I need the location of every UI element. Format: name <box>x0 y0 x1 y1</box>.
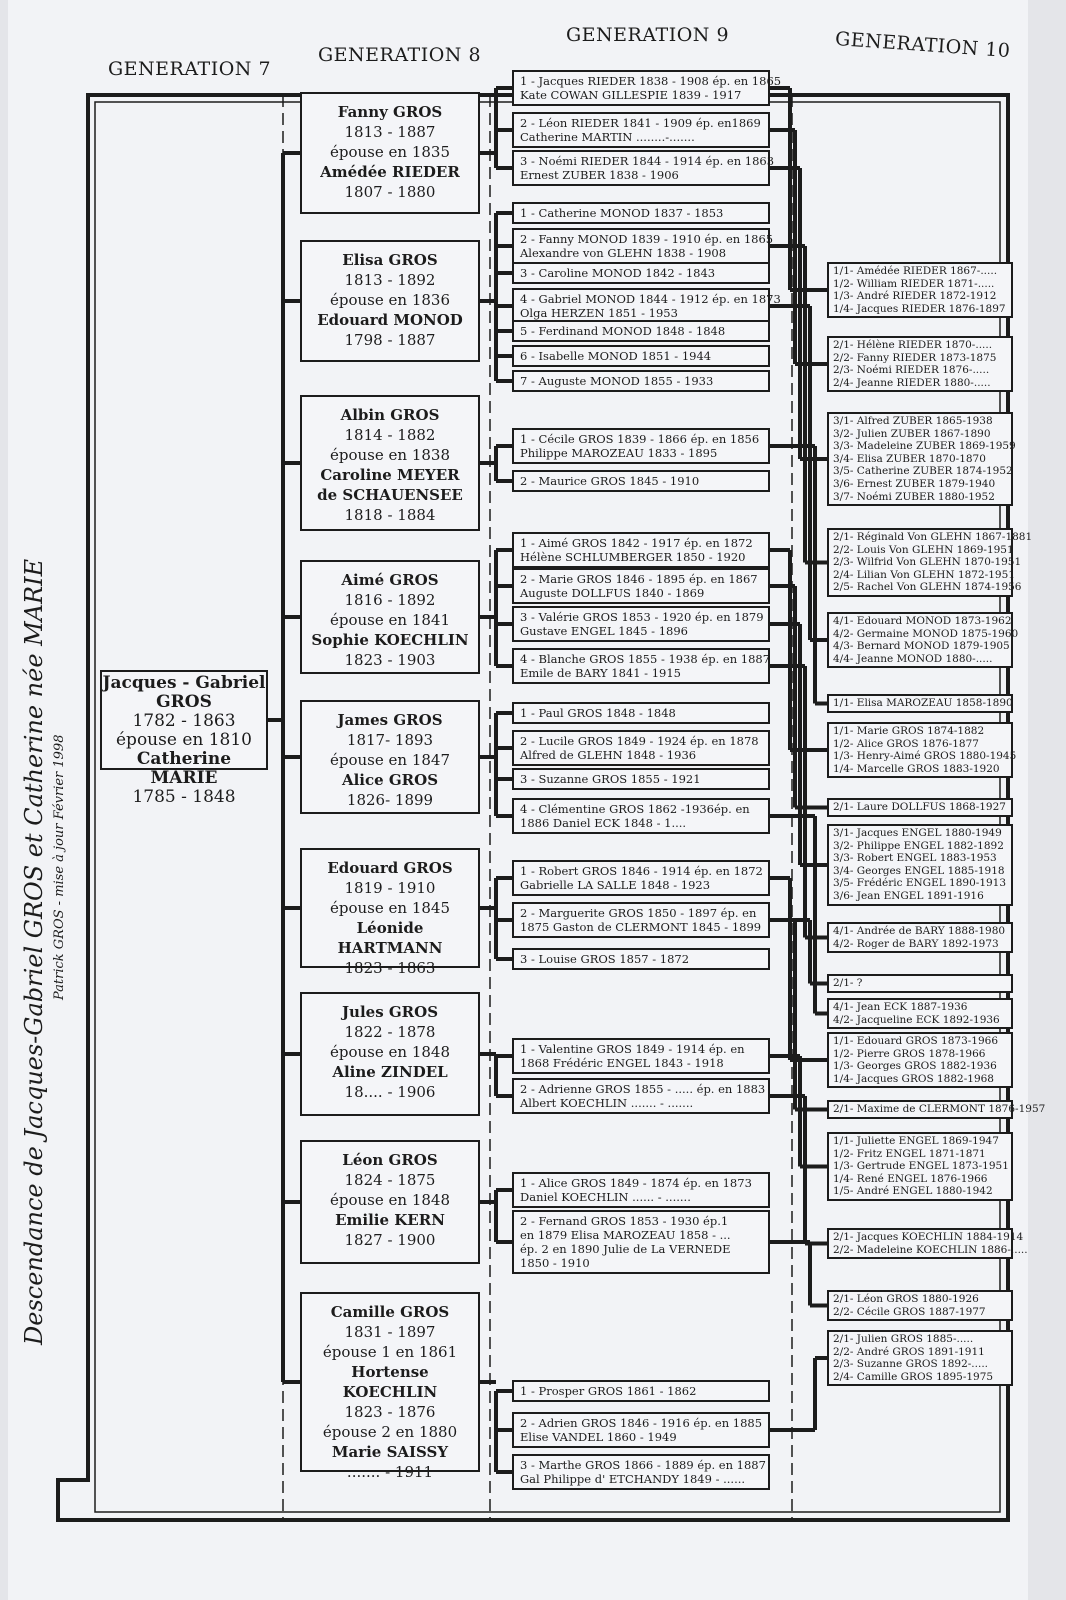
generation-8-couple-box-line: 1817- 1893 <box>346 731 434 749</box>
generation-10-family-box-line: 1/1- Juliette ENGEL 1869-1947 <box>833 1135 999 1147</box>
generation-8-couple-box-line: Aline ZINDEL <box>332 1063 448 1081</box>
generation-9-child-box-line: Philippe MAROZEAU 1833 - 1895 <box>520 446 718 460</box>
generation-9-child-box-line: 1 - Alice GROS 1849 - 1874 ép. en 1873 <box>520 1176 752 1190</box>
generation-8-couple-box-line: 1807 - 1880 <box>344 183 436 201</box>
generation-8-couple-box-line: épouse en 1845 <box>330 899 450 917</box>
generation-9-child-box-line: 6 - Isabelle MONOD 1851 - 1944 <box>520 349 712 363</box>
generation-10-family-box-line: 3/3- Robert ENGEL 1883-1953 <box>833 852 997 865</box>
generation-10-family-box <box>827 262 1013 318</box>
generation-10-family-box-line: 3/1- Alfred ZUBER 1865-1938 <box>833 415 993 427</box>
generation-10-family-box-line: 3/2- Philippe ENGEL 1882-1892 <box>833 839 1004 852</box>
generation-8-couple-box-line: 1818 - 1884 <box>344 506 436 524</box>
generation-9-child-box <box>512 1172 770 1208</box>
generation-9-child-box-line: 2 - Marie GROS 1846 - 1895 ép. en 1867 <box>520 572 758 586</box>
generation-9-child-box <box>512 568 770 604</box>
generation-10-family-box <box>827 974 1013 993</box>
generation-10-family-box-line: 2/2- Fanny RIEDER 1873-1875 <box>833 351 997 364</box>
generation-8-couple-box-line: ....... - 1911 <box>346 1463 434 1481</box>
generation-10-family-box-line: 2/1- Léon GROS 1880-1926 <box>833 1293 979 1305</box>
generation-9-child-box-line: Alexandre von GLEHN 1838 - 1908 <box>520 246 727 260</box>
generation-10-family-box-line: 4/2- Germaine MONOD 1875-1960 <box>833 627 1019 640</box>
generation-8-couple-box-line: épouse en 1835 <box>330 143 450 161</box>
generation-10-family-box-line: 2/3- Noémi RIEDER 1876-..... <box>833 364 990 377</box>
generation-10-family-box-line: 3/5- Frédéric ENGEL 1890-1913 <box>833 877 1007 890</box>
generation-9-child-box-line: 2 - Fernand GROS 1853 - 1930 ép.1 <box>520 1214 729 1228</box>
generation-10-family-box-line: 2/4- Camille GROS 1895-1975 <box>833 1370 994 1383</box>
generation-9-child-box <box>512 860 770 896</box>
generation-10-family-box-line: 1/2- William RIEDER 1871-..... <box>833 277 995 290</box>
generation-10-family-box-line: 3/7- Noémi ZUBER 1880-1952 <box>833 490 995 503</box>
generation-10-family-box-line: 1/1- Edouard GROS 1873-1966 <box>833 1035 999 1047</box>
generation-8-couple-box-line: 1798 - 1887 <box>344 331 436 349</box>
generation-9-child-box-line: Elise VANDEL 1860 - 1949 <box>520 1430 677 1444</box>
generation-8-couple-box-line: Sophie KOECHLIN <box>311 631 469 649</box>
generation-8-couple-box-line: épouse 1 en 1861 <box>322 1343 458 1361</box>
generation-8-couple-box-line: Aimé GROS <box>341 571 439 589</box>
generation-8-couple-box-line: James GROS <box>337 711 443 729</box>
generation-8-couple-box-line: épouse 2 en 1880 <box>322 1423 458 1441</box>
page-title: Descendance de Jacques-Gabriel GROS et Catherine née MARIE <box>20 558 48 1345</box>
generation-9-child-box-line: ép. 2 en 1890 Julie de La VERNEDE <box>520 1242 731 1256</box>
generation-9-child-box-line: Gal Philippe d' ETCHANDY 1849 - ...... <box>520 1472 746 1486</box>
generation-8-couple-box-line: 1823 - 1863 <box>344 959 436 977</box>
generation-8-couple-box-line: Alice GROS <box>341 771 439 789</box>
generation-10-family-box-line: 1/1- Marie GROS 1874-1882 <box>833 725 985 737</box>
generation-9-child-box <box>512 228 774 264</box>
generation-10-family-box-line: 1/4- Jacques GROS 1882-1968 <box>833 1072 994 1085</box>
generation-10-family-box-line: 1/5- André ENGEL 1880-1942 <box>833 1185 993 1198</box>
generation-8-couple-box-line: 1819 - 1910 <box>344 879 436 897</box>
generation-8-couple-box <box>300 700 480 814</box>
generation-9-child-box-line: Gustave ENGEL 1845 - 1896 <box>520 624 688 638</box>
generation-9-child-box <box>512 320 770 342</box>
generation-9-child-box-line: 1 - Valentine GROS 1849 - 1914 ép. en <box>520 1042 745 1056</box>
generation-9-child-box-line: Kate COWAN GILLESPIE 1839 - 1917 <box>520 88 742 102</box>
generation-8-couple-box-line: 1827 - 1900 <box>344 1231 436 1249</box>
generation-10-family-box-line: 2/4- Jeanne RIEDER 1880-..... <box>833 376 991 389</box>
author-note: Patrick GROS - mise à jour Février 1998 <box>52 734 67 1000</box>
generation-9-child-box <box>512 1078 770 1114</box>
generation-10-header: GENERATION 10 <box>834 27 1012 63</box>
generation-9-child-box <box>512 428 770 464</box>
generation-8-couple-box-line: épouse en 1847 <box>330 751 450 769</box>
generation-9-child-box-line: Olga HERZEN 1851 - 1953 <box>520 306 678 320</box>
root-ancestor-line: 1785 - 1848 <box>132 787 236 807</box>
generation-10-family-box <box>827 998 1013 1029</box>
generation-10-family-box-line: 1/1- Elisa MAROZEAU 1858-1890 <box>833 697 1013 709</box>
generation-10-family-box <box>827 798 1013 817</box>
root-ancestor-line: GROS <box>156 692 212 712</box>
generation-10-family-box-line: 2/3- Wilfrid Von GLEHN 1870-1951 <box>833 556 1022 569</box>
generation-9-child-box-line: 3 - Caroline MONOD 1842 - 1843 <box>520 266 716 280</box>
generation-9-child-box-line: 1875 Gaston de CLERMONT 1845 - 1899 <box>520 920 762 934</box>
generation-9-child-box-line: 3 - Valérie GROS 1853 - 1920 ép. en 1879 <box>520 610 764 624</box>
generation-10-family-box-line: 2/2- Madeleine KOECHLIN 1886-..... <box>833 1243 1028 1256</box>
generation-10-family-box-line: 1/1- Amédée RIEDER 1867-..... <box>833 265 998 277</box>
generation-9-child-box <box>512 948 770 970</box>
generation-10-family-box-line: 4/1- Edouard MONOD 1873-1962 <box>833 615 1012 627</box>
generation-10-family-box-line: 1/3- Georges GROS 1882-1936 <box>833 1060 997 1073</box>
generation-10-family-box-line: 4/1- Andrée de BARY 1888-1980 <box>833 925 1006 937</box>
generation-9-child-box <box>512 202 770 224</box>
generation-10-family-box-line: 4/4- Jeanne MONOD 1880-..... <box>833 652 993 665</box>
generation-8-couple-box-line: Léonide HARTMANN <box>337 919 443 957</box>
generation-9-child-box-line: 3 - Louise GROS 1857 - 1872 <box>520 952 690 966</box>
generation-9-child-box-line: Auguste DOLLFUS 1840 - 1869 <box>520 586 705 600</box>
generation-9-child-box-line: 5 - Ferdinand MONOD 1848 - 1848 <box>520 324 726 338</box>
generation-10-family-box-line: 4/1- Jean ECK 1887-1936 <box>833 1001 968 1013</box>
generation-10-family-box <box>827 1132 1013 1201</box>
generation-9-child-box <box>512 702 770 724</box>
generation-8-couple-box-line: 1813 - 1887 <box>344 123 436 141</box>
generation-9-child-box <box>512 730 770 766</box>
generation-8-couple-box-line: épouse en 1848 <box>330 1191 450 1209</box>
generation-8-header: GENERATION 8 <box>318 44 482 66</box>
generation-8-couple-box <box>300 92 480 214</box>
generation-9-child-box-line: 2 - Lucile GROS 1849 - 1924 ép. en 1878 <box>520 734 759 748</box>
generation-9-child-box <box>512 150 775 186</box>
generation-10-family-box <box>827 722 1017 778</box>
generation-9-child-box-line: 2 - Marguerite GROS 1850 - 1897 ép. en <box>520 906 757 920</box>
generation-8-couple-box-line: 1814 - 1882 <box>344 426 436 444</box>
generation-10-family-box-line: 1/2- Fritz ENGEL 1871-1871 <box>833 1147 986 1160</box>
generation-10-family-box-line: 2/5- Rachel Von GLEHN 1874-1956 <box>833 581 1022 594</box>
generation-9-child-box <box>512 768 770 790</box>
generation-8-couple-box-line: Fanny GROS <box>337 103 443 121</box>
generation-10-family-box-line: 2/1- ? <box>833 977 863 989</box>
generation-9-child-box <box>512 288 781 324</box>
generation-8-couple-box-line: 1816 - 1892 <box>344 591 436 609</box>
generation-9-child-box <box>512 606 770 642</box>
generation-10-family-box-line: 2/1- Réginald Von GLEHN 1867-1881 <box>833 531 1033 543</box>
generation-9-child-box-line: 2 - Adrienne GROS 1855 - ..... ép. en 1883 <box>520 1082 766 1096</box>
generation-10-family-box <box>827 528 1033 597</box>
generation-9-child-box-line: 1 - Jacques RIEDER 1838 - 1908 ép. en 1865 <box>520 74 782 88</box>
generation-9-child-box-line: 1 - Aimé GROS 1842 - 1917 ép. en 1872 <box>520 536 753 550</box>
generation-8-couple-box-line: Amédée RIEDER <box>320 163 460 181</box>
generation-8-couple-box-line: Hortense KOECHLIN <box>342 1363 438 1401</box>
generation-9-child-box-line: 3 - Marthe GROS 1866 - 1889 ép. en 1887 <box>520 1458 766 1472</box>
generation-9-child-box-line: 3 - Noémi RIEDER 1844 - 1914 ép. en 1863 <box>520 154 775 168</box>
generation-10-family-box-line: 4/2- Jacqueline ECK 1892-1936 <box>833 1013 1000 1026</box>
generation-9-child-box <box>512 112 770 148</box>
generation-9-child-box-line: 3 - Suzanne GROS 1855 - 1921 <box>520 772 701 786</box>
generation-10-family-box-line: 2/1- Hélène RIEDER 1870-..... <box>833 339 993 351</box>
root-ancestor-line: Catherine MARIE <box>136 749 232 788</box>
generation-10-family-box <box>827 1290 1013 1321</box>
generation-8-couple-box-line: épouse en 1848 <box>330 1043 450 1061</box>
generation-8-couple-box-line: Léon GROS <box>342 1151 438 1169</box>
generation-9-child-box-line: 1 - Cécile GROS 1839 - 1866 ép. en 1856 <box>520 432 760 446</box>
generation-10-family-box <box>827 412 1016 506</box>
generation-9-child-box <box>512 1412 770 1448</box>
generation-10-family-box-line: 3/1- Jacques ENGEL 1880-1949 <box>833 827 1002 839</box>
generation-10-family-box <box>827 922 1013 953</box>
root-ancestor-line: 1782 - 1863 <box>132 711 236 731</box>
generation-8-couple-box-line: Camille GROS <box>330 1303 450 1321</box>
root-ancestor-line: Jacques - Gabriel <box>102 673 266 693</box>
generation-8-couple-box-line: Albin GROS <box>340 406 440 424</box>
generation-10-family-box-line: 1/2- Pierre GROS 1878-1966 <box>833 1047 986 1060</box>
generation-9-child-box-line: 1850 - 1910 <box>520 1256 590 1270</box>
generation-9-child-box-line: 4 - Clémentine GROS 1862 -1936ép. en <box>520 802 750 816</box>
generation-9-child-box-line: 1886 Daniel ECK 1848 - 1.... <box>520 816 687 830</box>
generation-8-couple-box-line: Caroline MEYER <box>320 466 460 484</box>
generation-8-couple-box-line: Edouard GROS <box>327 859 453 877</box>
generation-8-couple-box-line: épouse en 1838 <box>330 446 450 464</box>
generation-10-family-box-line: 3/4- Elisa ZUBER 1870-1870 <box>833 452 986 465</box>
generation-8-couple-box <box>300 992 480 1116</box>
generation-9-child-box-line: 1 - Paul GROS 1848 - 1848 <box>520 706 676 720</box>
generation-8-couple-box <box>300 560 480 674</box>
generation-8-couple-box <box>300 240 480 362</box>
generation-10-family-box-line: 3/6- Jean ENGEL 1891-1916 <box>833 889 984 902</box>
generation-9-child-box <box>512 1454 770 1490</box>
generation-8-couple-box-line: 1813 - 1892 <box>344 271 436 289</box>
generation-8-couple-box-line: Edouard MONOD <box>317 311 463 329</box>
generation-9-child-box <box>512 370 770 392</box>
generation-9-child-box-line: Albert KOECHLIN ....... - ....... <box>520 1096 694 1110</box>
generation-8-couple-box <box>300 1140 480 1264</box>
generation-8-couple-box <box>300 1292 480 1481</box>
generation-9-child-box <box>512 470 770 492</box>
generation-8-couple-box-line: épouse en 1841 <box>330 611 450 629</box>
generation-10-family-box <box>827 1228 1028 1259</box>
generation-9-child-box <box>512 798 770 834</box>
root-ancestor-box <box>100 670 268 807</box>
generation-9-child-box <box>512 345 770 367</box>
generation-10-family-box-line: 2/4- Lilian Von GLEHN 1872-1951 <box>833 568 1015 581</box>
generation-10-family-box-line: 1/3- André RIEDER 1872-1912 <box>833 290 997 303</box>
generation-10-family-box <box>827 1032 1013 1088</box>
generation-9-child-box-line: Alfred de GLEHN 1848 - 1936 <box>520 748 697 762</box>
generation-9-child-box <box>512 70 782 106</box>
generation-9-child-box-line: Daniel KOECHLIN ...... - ....... <box>520 1190 691 1204</box>
generation-8-couple-box-line: 1823 - 1876 <box>344 1403 436 1421</box>
generation-8-couple-box <box>300 395 480 531</box>
generation-9-child-box-line: 2 - Fanny MONOD 1839 - 1910 ép. en 1865 <box>520 232 774 246</box>
generation-7-header: GENERATION 7 <box>108 58 272 80</box>
generation-10-family-box <box>827 336 1013 392</box>
generation-9-child-box <box>512 648 770 684</box>
generation-10-family-box-line: 4/2- Roger de BARY 1892-1973 <box>833 937 999 950</box>
generation-10-family-box-line: 2/3- Suzanne GROS 1892-..... <box>833 1358 988 1371</box>
generation-9-child-box <box>512 532 770 568</box>
generation-8-couple-box-line: 1826- 1899 <box>346 791 434 809</box>
generation-9-child-box-line: en 1879 Elisa MAROZEAU 1858 - ... <box>520 1228 731 1242</box>
generation-10-family-box-line: 3/6- Ernest ZUBER 1879-1940 <box>833 477 996 490</box>
generation-10-family-box-line: 2/2- André GROS 1891-1911 <box>833 1345 985 1358</box>
generation-9-child-box-line: 4 - Gabriel MONOD 1844 - 1912 ép. en 1873 <box>520 292 781 306</box>
generation-10-family-box-line: 2/2- Louis Von GLEHN 1869-1951 <box>833 543 1014 556</box>
generation-10-family-box-line: 1/4- Marcelle GROS 1883-1920 <box>833 762 1000 775</box>
generation-9-child-box-line: Hélène SCHLUMBERGER 1850 - 1920 <box>520 550 746 564</box>
generation-10-family-box-line: 1/2- Alice GROS 1876-1877 <box>833 737 979 750</box>
generation-10-family-box-line: 2/2- Cécile GROS 1887-1977 <box>833 1305 986 1318</box>
generation-8-couple-box-line: Emilie KERN <box>335 1211 445 1229</box>
generation-9-child-box-line: Gabrielle LA SALLE 1848 - 1923 <box>520 878 711 892</box>
generation-8-couple-box-line: épouse en 1836 <box>330 291 450 309</box>
generation-10-family-box <box>827 1330 1013 1386</box>
generation-10-family-box-line: 2/1- Laure DOLLFUS 1868-1927 <box>833 801 1006 813</box>
generation-8-couple-box-line: 1831 - 1897 <box>344 1323 436 1341</box>
generation-10-family-box <box>827 694 1013 713</box>
generation-9-child-box-line: Catherine MARTIN ........-....... <box>520 130 695 144</box>
generation-10-family-box-line: 3/3- Madeleine ZUBER 1869-1959 <box>833 440 1016 453</box>
generation-9-child-box-line: Ernest ZUBER 1838 - 1906 <box>520 168 679 182</box>
generation-10-family-box-line: 2/1- Jacques KOECHLIN 1884-1914 <box>833 1231 1024 1243</box>
generation-10-family-box-line: 3/2- Julien ZUBER 1867-1890 <box>833 427 991 440</box>
generation-9-child-box <box>512 1210 770 1274</box>
generation-9-child-box-line: 7 - Auguste MONOD 1855 - 1933 <box>520 374 714 388</box>
generation-10-family-box-line: 1/4- Jacques RIEDER 1876-1897 <box>833 302 1006 315</box>
generation-10-family-box <box>827 1100 1046 1119</box>
generation-9-child-box-line: 1 - Prosper GROS 1861 - 1862 <box>520 1384 697 1398</box>
generation-10-family-box-line: 4/3- Bernard MONOD 1879-1905 <box>833 640 1010 653</box>
generation-10-family-box-line: 3/4- Georges ENGEL 1885-1918 <box>833 864 1005 877</box>
generation-8-couple-box-line: 1822 - 1878 <box>344 1023 436 1041</box>
generation-8-couple-box-line: de SCHAUENSEE <box>317 486 463 504</box>
generation-9-child-box-line: 1 - Catherine MONOD 1837 - 1853 <box>520 206 724 220</box>
generation-9-child-box-line: 2 - Maurice GROS 1845 - 1910 <box>520 474 700 488</box>
generation-8-couple-box-line: 1824 - 1875 <box>344 1171 436 1189</box>
generation-9-child-box <box>512 1038 770 1074</box>
generation-10-family-box-line: 1/3- Henry-Aimé GROS 1880-1945 <box>833 750 1017 763</box>
generation-10-family-box <box>827 612 1019 668</box>
generation-8-couple-box-line: Marie SAISSY <box>331 1443 449 1461</box>
generation-9-child-box <box>512 1380 770 1402</box>
generation-9-header: GENERATION 9 <box>566 24 730 46</box>
generation-9-child-box-line: 2 - Léon RIEDER 1841 - 1909 ép. en1869 <box>520 116 761 130</box>
generation-10-family-box <box>827 824 1013 906</box>
generation-10-family-box-line: 3/5- Catherine ZUBER 1874-1952 <box>833 465 1013 478</box>
generation-9-child-box <box>512 902 770 938</box>
generation-10-family-box-line: 2/1- Maxime de CLERMONT 1876-1957 <box>833 1103 1046 1115</box>
generation-10-family-box-line: 1/3- Gertrude ENGEL 1873-1951 <box>833 1160 1009 1173</box>
generation-9-child-box-line: 4 - Blanche GROS 1855 - 1938 ép. en 1887 <box>520 652 771 666</box>
root-ancestor-line: épouse en 1810 <box>116 730 252 750</box>
generation-9-child-box-line: 1868 Frédéric ENGEL 1843 - 1918 <box>520 1056 724 1070</box>
generation-8-couple-box-line: Elisa GROS <box>342 251 438 269</box>
generation-8-couple-box-line: Jules GROS <box>341 1003 439 1021</box>
generation-8-couple-box-line: 18.... - 1906 <box>344 1083 436 1101</box>
generation-9-child-box-line: 1 - Robert GROS 1846 - 1914 ép. en 1872 <box>520 864 763 878</box>
generation-9-child-box-line: 2 - Adrien GROS 1846 - 1916 ép. en 1885 <box>520 1416 763 1430</box>
generation-10-family-box-line: 1/4- René ENGEL 1876-1966 <box>833 1172 988 1185</box>
generation-8-couple-box-line: 1823 - 1903 <box>344 651 436 669</box>
generation-9-child-box <box>512 262 770 284</box>
generation-9-child-box-line: Emile de BARY 1841 - 1915 <box>520 666 681 680</box>
generation-10-family-box-line: 2/1- Julien GROS 1885-..... <box>833 1333 974 1345</box>
generation-8-couple-box <box>300 848 480 977</box>
